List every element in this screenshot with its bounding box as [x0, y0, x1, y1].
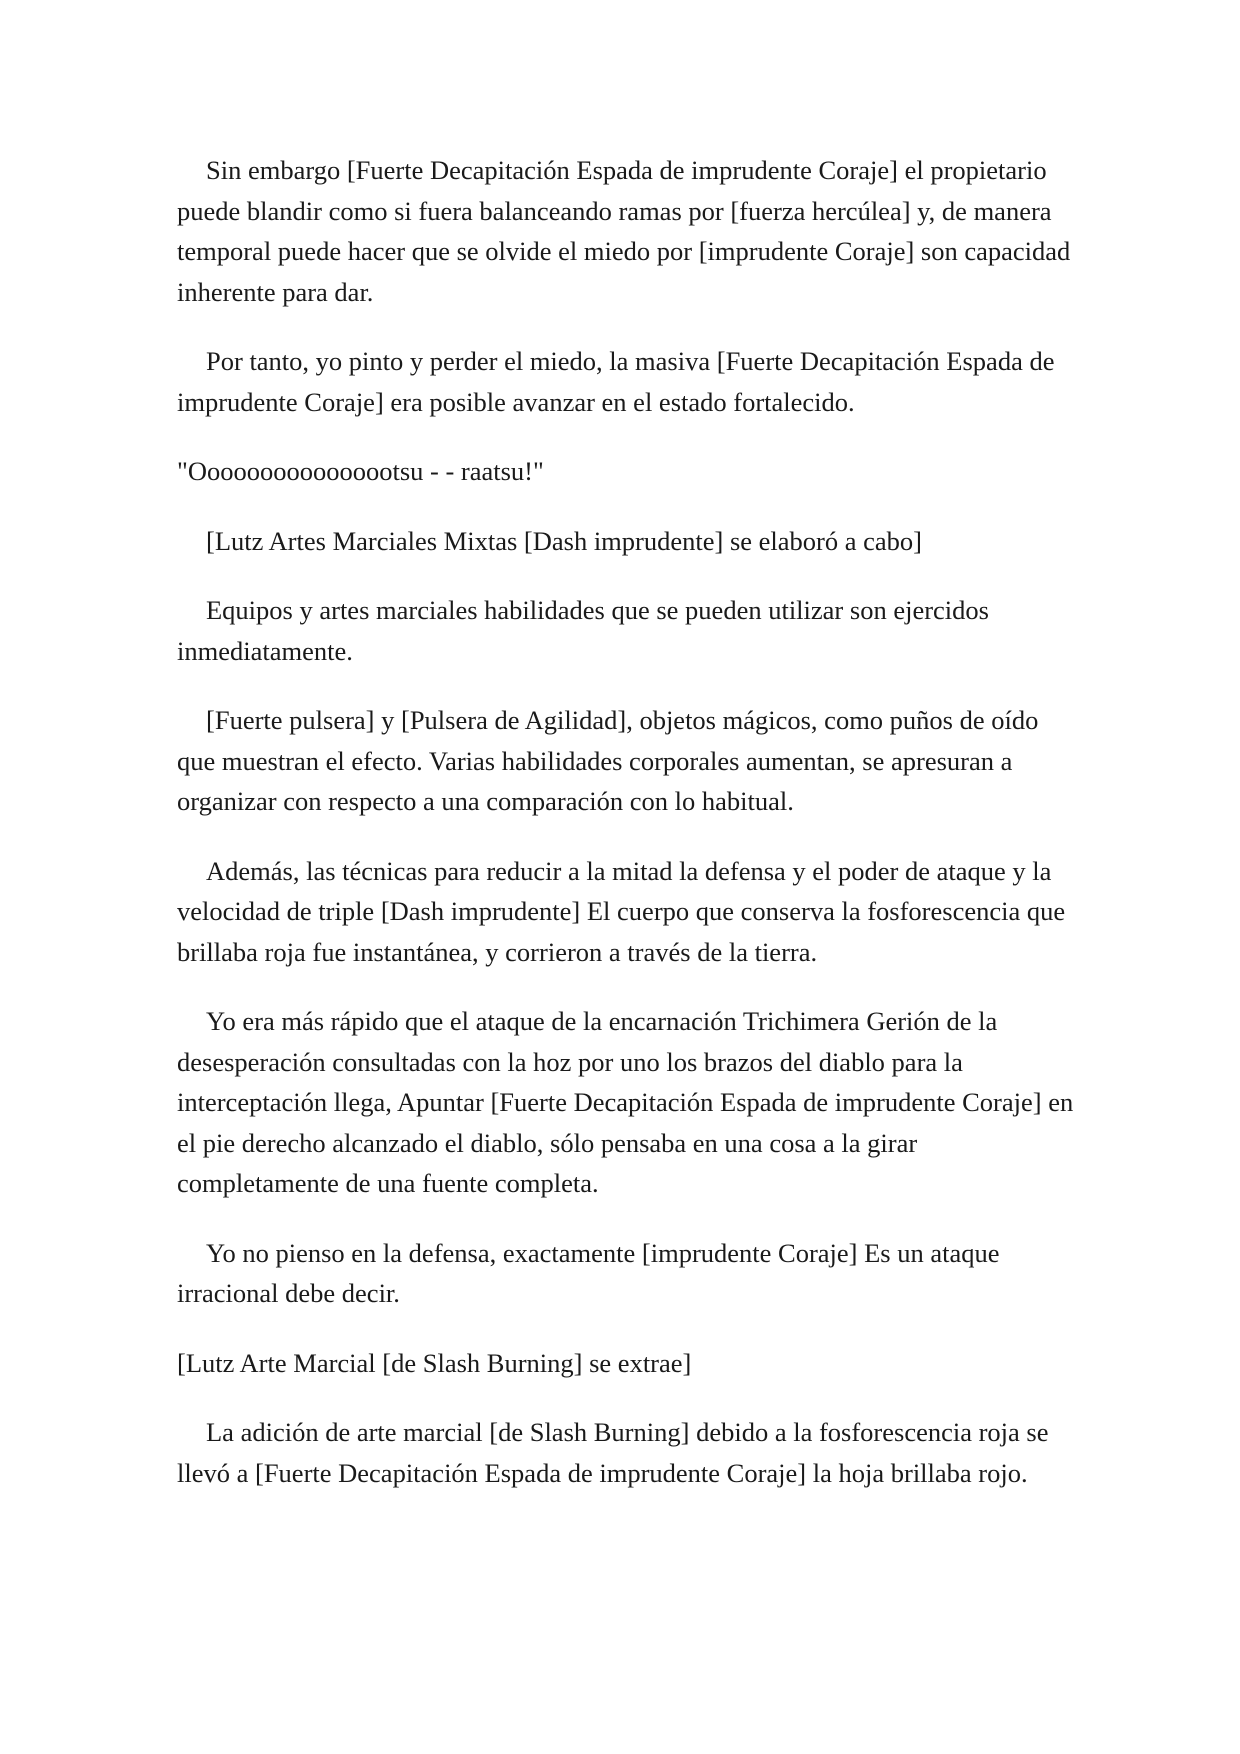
paragraph-5: Equipos y artes marciales habilidades que se pueden utilizar son ejercidos inmediatamente. [177, 595, 989, 666]
paragraph-11: La adición de arte marcial [de Slash Burning] debido a la fosforescencia roja se llevó a [Fuerte Decapitación Espada de imprudente Coraje] la hoja brillaba rojo. [177, 1417, 1049, 1488]
paragraph-6: [Fuerte pulsera] y [Pulsera de Agilidad], objetos mágicos, como puños de oído que muestran el efecto. Varias habilidades corporales aumentan, se apresuran a organizar con respecto a una comparación con lo habitual. [177, 705, 1039, 816]
paragraph-7: Además, las técnicas para reducir a la mitad la defensa y el poder de ataque y la velocidad de triple [Dash imprudente] El cuerpo que conserva la fosforescencia que brillaba roja fue instantánea, y corrieron a través de la tierra. [177, 855, 1066, 967]
paragraph-1: Sin embargo [Fuerte Decapitación Espada de imprudente Coraje] el propietario puede blandir como si fuera balanceando ramas por [fuerza hercúlea] y, de manera temporal puede hacer que se olvide el miedo por [imprudente Coraje] son capacidad inherente para dar. [177, 155, 1071, 307]
paragraph-3-dialogue: "Oooooooooooooootsu - - raatsu!" [177, 456, 544, 486]
paragraph-10: [Lutz Arte Marcial [de Slash Burning] se extrae] [177, 1347, 692, 1378]
body-text [177, 150, 1077, 1522]
paragraph-9: Yo no pienso en la defensa, exactamente [imprudente Coraje] Es un ataque irracional debe decir. [177, 1237, 1000, 1308]
paragraph-4: [Lutz Artes Marciales Mixtas [Dash imprudente] se elaboró a cabo] [206, 525, 922, 556]
paragraph-2: Por tanto, yo pinto y perder el miedo, la masiva [Fuerte Decapitación Espada de imprudente Coraje] era posible avanzar en el estado fortalecido. [177, 346, 1055, 417]
paragraph-8: Yo era más rápido que el ataque de la encarnación Trichimera Gerión de la desesperación consultadas con la hoz por uno los brazos del diablo para la interceptación llega, Apuntar [Fuerte Decapitación Espada de imprudente Coraje] en el pie derecho alcanzado el diablo, sólo pensaba en una cosa a la girar completamente de una fuente completa. [177, 1006, 1074, 1198]
